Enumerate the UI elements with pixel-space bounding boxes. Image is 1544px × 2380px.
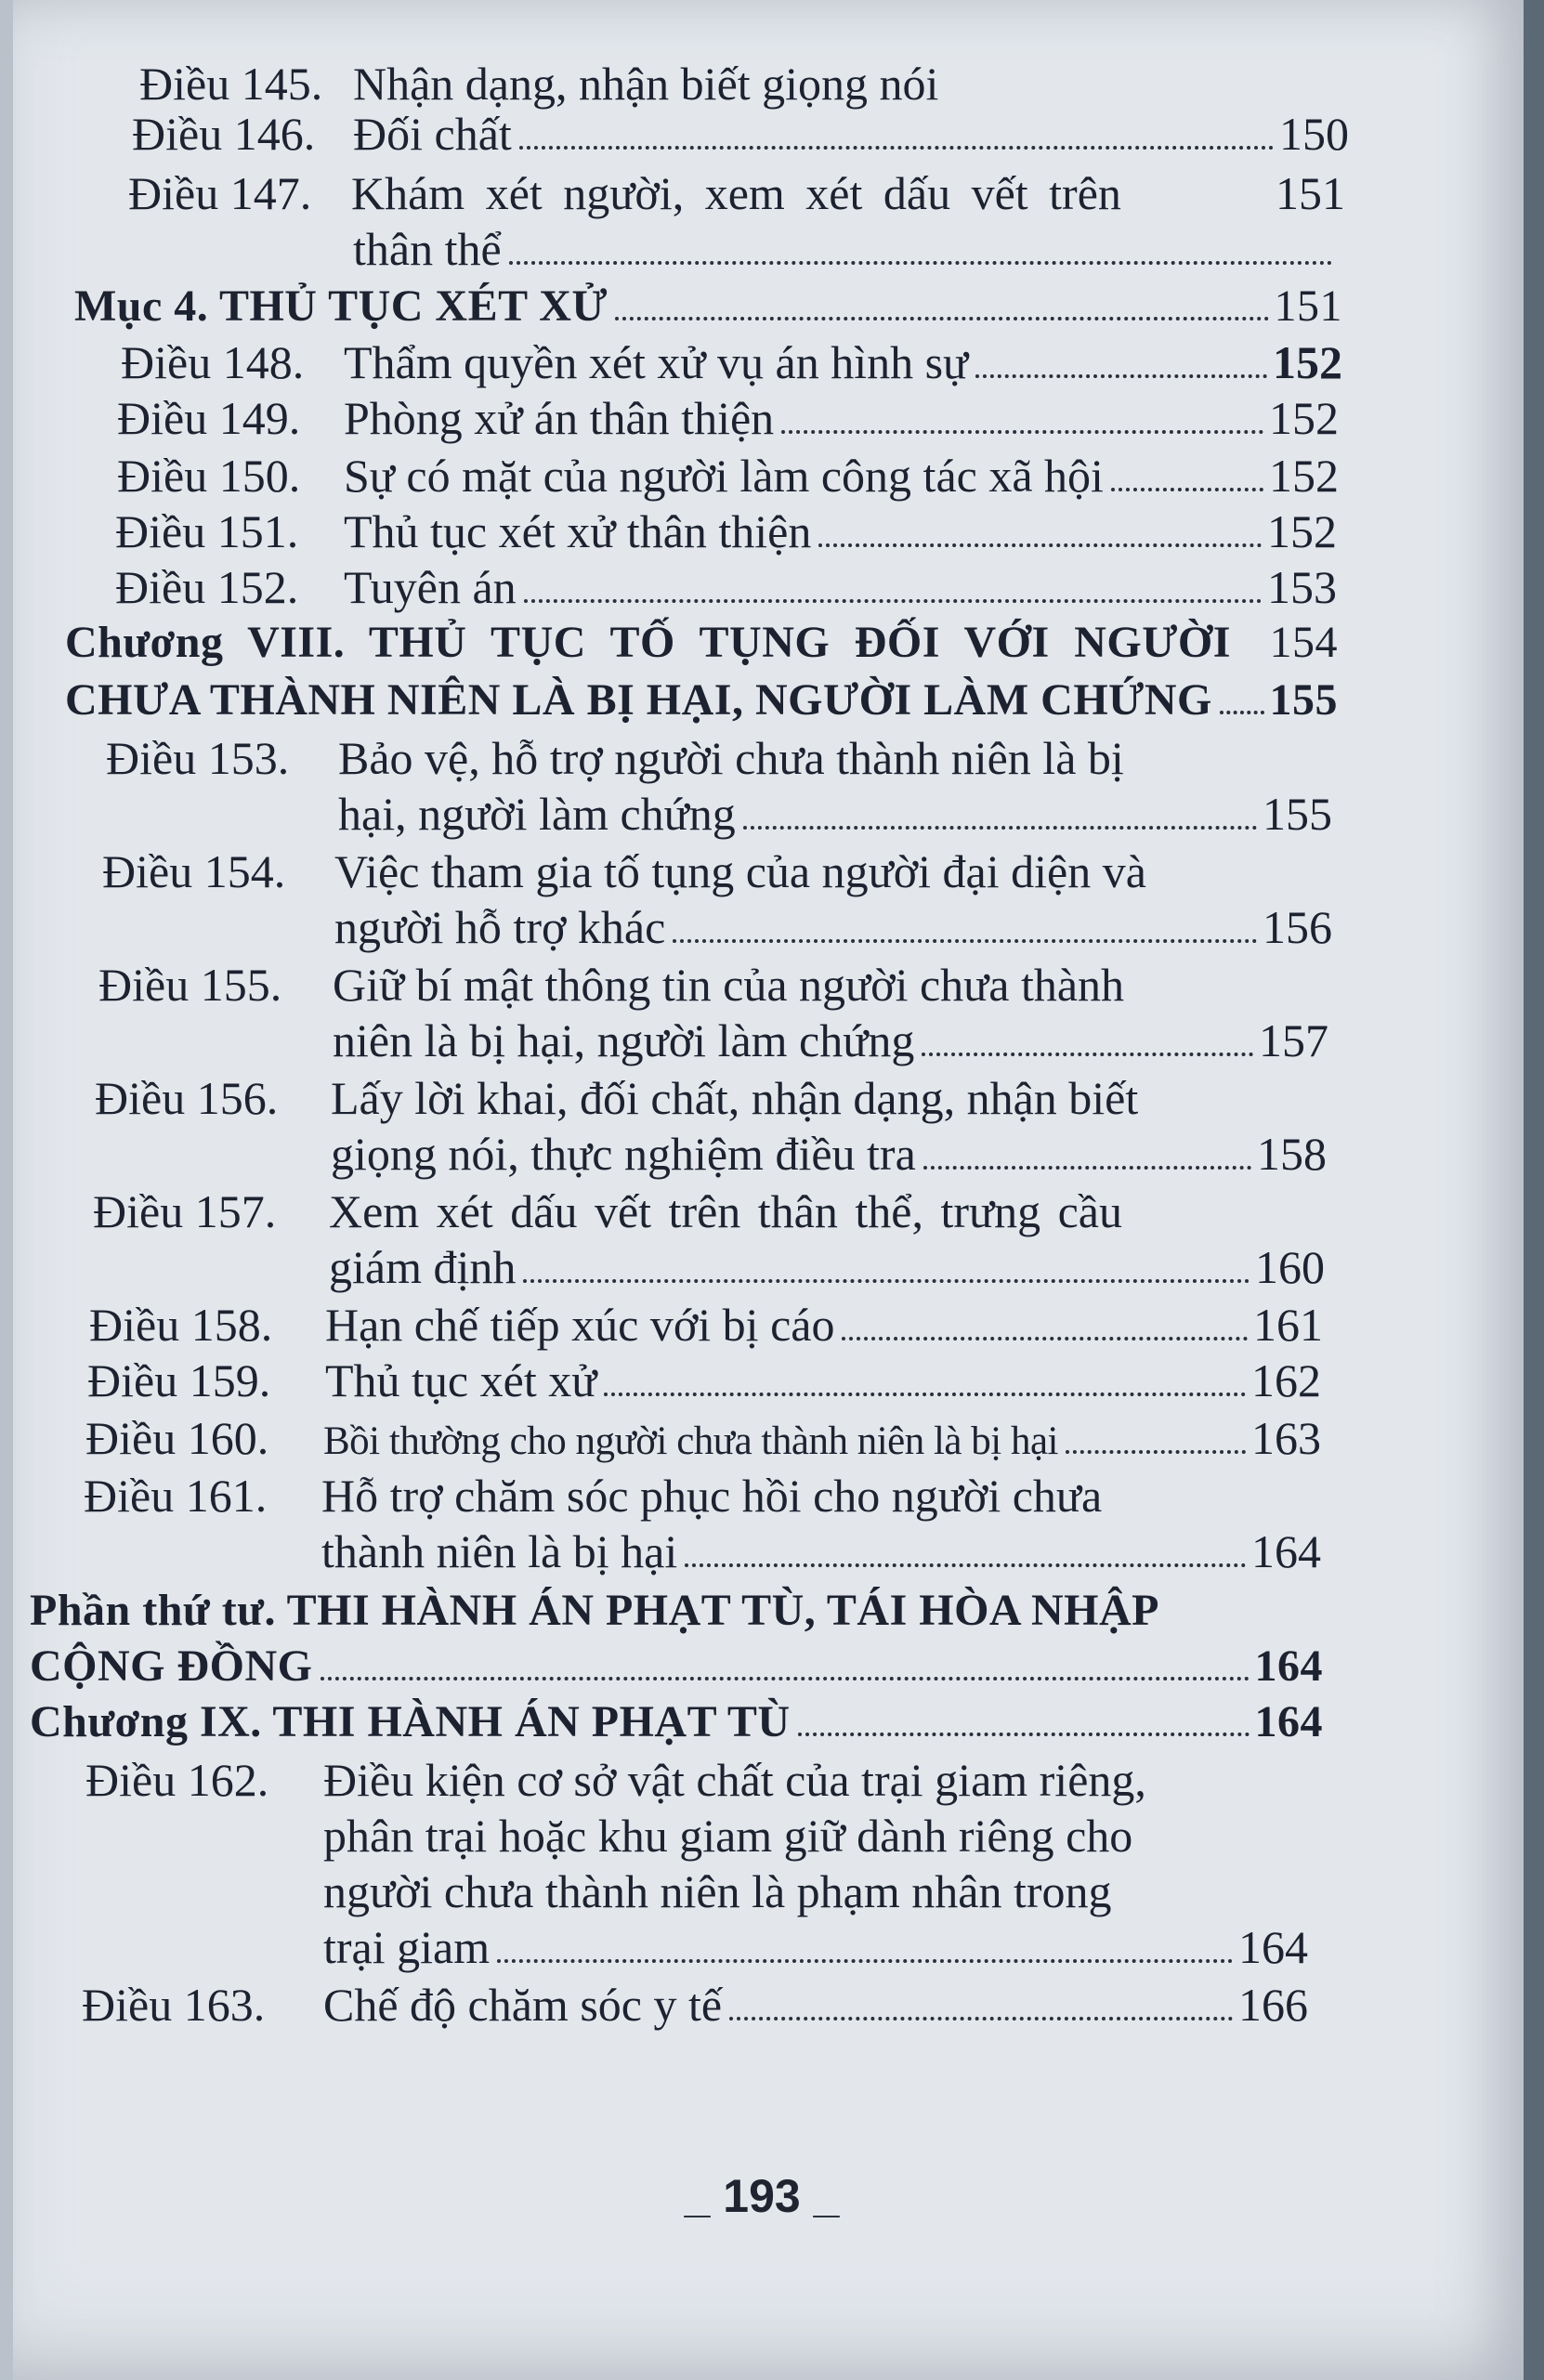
entry-number: Điều 145.	[139, 58, 323, 110]
toc-entry-145	[139, 56, 975, 111]
leader-dots	[604, 1393, 1246, 1396]
entry-page: 150	[1279, 108, 1349, 160]
entry-title-continued: thân thể	[353, 223, 502, 275]
entry-title: Thủ tục xét xử thân thiện	[344, 505, 812, 557]
entry-title-continued: người chưa thành niên là phạm nhân trong	[323, 1865, 1112, 1917]
part-heading-four-cont	[30, 1639, 1323, 1694]
entry-title: Đối chất	[353, 108, 512, 160]
entry-page: 161	[1253, 1299, 1323, 1351]
toc-entry-150	[117, 448, 1339, 503]
entry-title-continued: hại, người làm chứng	[338, 788, 736, 840]
toc-entry-157	[93, 1183, 1301, 1239]
heading-title-continued: CHƯA THÀNH NIÊN LÀ BỊ HẠI, NGƯỜI LÀM CHỨNG	[65, 675, 1212, 725]
toc-entry-162-cont-2	[323, 1863, 1317, 1919]
leader-dots	[673, 939, 1257, 943]
entry-title-continued: phân trại hoặc khu giam giữ dành riêng cho	[323, 1810, 1133, 1862]
toc-entry-146	[132, 106, 1349, 162]
toc-entry-155	[98, 957, 1306, 1013]
page-number-footer: _ 193 _	[684, 2170, 840, 2222]
entry-number: Điều 150.	[117, 450, 301, 502]
toc-entry-161-cont	[321, 1523, 1321, 1579]
entry-title-continued: niên là bị hại, người làm chứng	[333, 1014, 915, 1066]
leader-dots	[922, 1053, 1253, 1056]
entry-page: 155	[1269, 675, 1338, 725]
page-left-edge	[0, 0, 13, 2380]
entry-page: 152	[1273, 336, 1342, 388]
leader-dots	[523, 1279, 1250, 1283]
toc-entry-162-cont-3	[323, 1919, 1308, 1975]
leader-dots	[923, 1166, 1251, 1170]
leader-dots	[524, 599, 1262, 603]
entry-page: 151	[1276, 167, 1345, 219]
toc-entry-161	[84, 1468, 1319, 1523]
entry-page: 164	[1238, 1921, 1308, 1973]
entry-page: 154	[1269, 618, 1338, 667]
entry-title-continued: giọng nói, thực nghiệm điều tra	[331, 1128, 916, 1180]
heading-title: Mục 4. THỦ TỤC XÉT XỬ	[74, 281, 608, 331]
entry-title: Sự có mặt của người làm công tác xã hội	[344, 450, 1104, 502]
entry-number: Điều 162.	[85, 1754, 269, 1806]
toc-entry-147-cont	[353, 221, 1338, 277]
entry-page: 151	[1274, 281, 1342, 331]
entry-number: Điều 159.	[87, 1354, 271, 1406]
heading-title: Chương IX. THI HÀNH ÁN PHẠT TÙ	[30, 1697, 791, 1746]
toc-entry-158	[89, 1297, 1323, 1353]
leader-dots	[1066, 1450, 1246, 1454]
chapter-heading-ix	[30, 1694, 1323, 1750]
leader-dots	[1220, 711, 1264, 714]
part-heading-four	[30, 1583, 1312, 1639]
entry-page: 163	[1251, 1412, 1321, 1464]
toc-entry-147	[128, 165, 1345, 221]
entry-number: Điều 151.	[115, 505, 299, 557]
entry-title: Chế độ chăm sóc y tế	[323, 1979, 723, 2031]
entry-number: Điều 152.	[115, 561, 299, 613]
entry-number: Điều 154.	[102, 845, 286, 897]
leader-dots	[798, 1733, 1250, 1736]
leader-dots	[818, 543, 1262, 547]
entry-title: Xem xét dấu vết trên thân thể, trưng cầu	[329, 1185, 1122, 1237]
entry-page: 155	[1263, 788, 1332, 840]
entry-page: 164	[1254, 1641, 1323, 1691]
leader-dots	[685, 1563, 1246, 1567]
entry-number: Điều 153.	[106, 732, 290, 784]
background-edge	[1524, 0, 1544, 2380]
entry-title: Bảo vệ, hỗ trợ người chưa thành niên là bị	[338, 732, 1124, 784]
entry-number: Điều 160.	[85, 1412, 269, 1464]
toc-entry-148	[121, 334, 1342, 390]
toc-entry-157-cont	[329, 1239, 1325, 1295]
heading-title: Chương VIII. THỦ TỤC TỐ TỤNG ĐỐI VỚI NGƯỜI	[65, 618, 1231, 667]
toc-entry-156-cont	[331, 1126, 1327, 1182]
toc-entry-162	[85, 1752, 1321, 1808]
entry-title: Thủ tục xét xử	[325, 1354, 597, 1406]
toc-entry-159	[87, 1353, 1321, 1408]
entry-title: Thẩm quyền xét xử vụ án hình sự	[344, 336, 969, 388]
entry-title: Bồi thường cho người chưa thành niên là bị hại	[323, 1419, 1058, 1463]
leader-dots	[1111, 488, 1263, 491]
entry-page: 160	[1255, 1241, 1325, 1293]
entry-title: Việc tham gia tố tụng của người đại diện và	[334, 845, 1146, 897]
entry-number: Điều 149.	[117, 392, 301, 444]
leader-dots	[729, 2017, 1233, 2020]
entry-number: Điều 147.	[128, 167, 312, 219]
leader-dots	[509, 261, 1332, 265]
leader-dots	[497, 1959, 1233, 1963]
entry-title: Khám xét người, xem xét dấu vết trên	[351, 167, 1121, 219]
toc-entry-160	[85, 1410, 1321, 1470]
heading-title-continued: CỘNG ĐỒNG	[30, 1641, 313, 1691]
entry-title: Giữ bí mật thông tin của người chưa thành	[333, 959, 1125, 1011]
entry-page: 166	[1238, 1979, 1308, 2031]
leader-dots	[519, 146, 1274, 150]
entry-title: Điều kiện cơ sở vật chất của trại giam riêng,	[323, 1754, 1146, 1806]
toc-entry-154-cont	[334, 899, 1332, 955]
leader-dots	[842, 1337, 1248, 1340]
section-heading-muc-4	[74, 279, 1342, 334]
entry-title: Nhận dạng, nhận biết giọng nói	[353, 58, 939, 110]
entry-page: 152	[1267, 505, 1337, 557]
entry-number: Điều 157.	[93, 1185, 277, 1237]
entry-page: 164	[1251, 1525, 1321, 1577]
entry-number: Điều 156.	[95, 1072, 279, 1124]
toc-entry-154	[102, 843, 1310, 899]
chapter-heading-viii-cont	[65, 673, 1338, 728]
toc-entry-153	[106, 730, 1314, 786]
leader-dots	[615, 317, 1268, 320]
entry-page: 162	[1251, 1354, 1321, 1406]
leader-dots	[975, 374, 1267, 378]
entry-page: 153	[1267, 561, 1337, 613]
entry-title-continued: giám định	[329, 1241, 517, 1293]
entry-title-continued: trại giam	[323, 1921, 491, 1973]
entry-number: Điều 148.	[121, 336, 305, 388]
toc-entry-153-cont	[338, 786, 1332, 842]
leader-dots	[781, 430, 1263, 434]
leader-dots	[743, 826, 1257, 830]
toc-entry-162-cont-1	[323, 1808, 1317, 1863]
entry-number: Điều 161.	[84, 1470, 268, 1522]
entry-page: 164	[1254, 1697, 1323, 1746]
entry-number: Điều 163.	[82, 1979, 266, 2031]
leader-dots	[321, 1677, 1250, 1680]
entry-page: 158	[1257, 1128, 1327, 1180]
entry-page: 157	[1259, 1014, 1328, 1066]
entry-title: Phòng xử án thân thiện	[344, 392, 775, 444]
toc-entry-149	[117, 390, 1339, 446]
entry-title-continued: thành niên là bị hại	[321, 1525, 678, 1577]
entry-title-continued: người hỗ trợ khác	[334, 901, 666, 953]
toc-entry-155-cont	[333, 1013, 1328, 1068]
entry-number: Điều 158.	[89, 1299, 273, 1351]
entry-page: 156	[1263, 901, 1332, 953]
entry-title: Lấy lời khai, đối chất, nhận dạng, nhận biết	[331, 1072, 1139, 1124]
toc-entry-156	[95, 1070, 1302, 1126]
entry-title: Hỗ trợ chăm sóc phục hồi cho người chưa	[321, 1470, 1103, 1522]
entry-title: Tuyên án	[344, 561, 517, 613]
chapter-heading-viii	[65, 615, 1338, 671]
entry-page: 152	[1269, 450, 1339, 502]
entry-page: 152	[1269, 392, 1339, 444]
entry-title: Hạn chế tiếp xúc với bị cáo	[325, 1299, 835, 1351]
entry-number: Điều 146.	[132, 108, 316, 160]
entry-number: Điều 155.	[98, 959, 282, 1011]
toc-entry-163	[82, 1977, 1308, 2033]
toc-entry-152	[115, 559, 1337, 615]
toc-entry-151	[115, 503, 1337, 559]
heading-title: Phần thứ tư. THI HÀNH ÁN PHẠT TÙ, TÁI HÒA NHẬP	[30, 1586, 1159, 1635]
